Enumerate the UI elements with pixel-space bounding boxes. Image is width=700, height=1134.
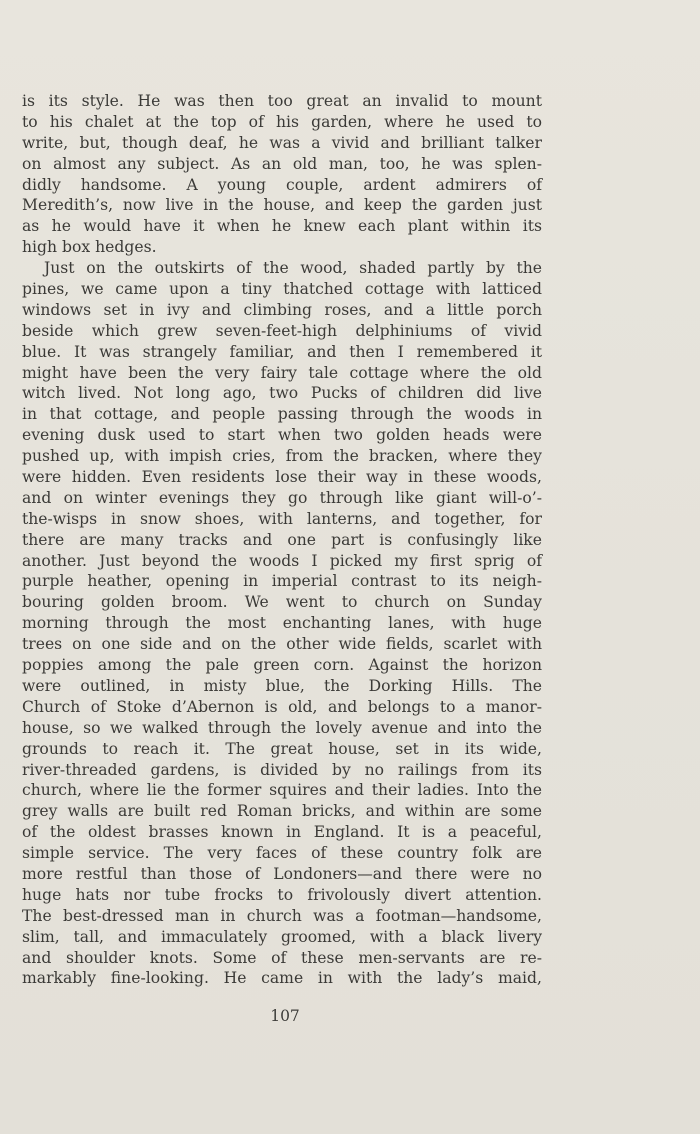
- text-line: morning through the most enchanting lanes, with huge: [22, 614, 542, 633]
- text-line: another. Just beyond the woods I picked my first sprig of: [22, 551, 542, 570]
- text-line: evening dusk used to start when two golden heads were: [22, 426, 542, 445]
- text-line: and shoulder knots. Some of these men-servants are re-: [22, 948, 542, 967]
- text-line: there are many tracks and one part is confusingly like: [22, 530, 542, 549]
- text-line: house, so we walked through the lovely avenue and into the: [22, 718, 542, 737]
- text-line: church, where lie the former squires and their ladies. Into the: [22, 781, 542, 800]
- text-line: poppies among the pale green corn. Against the horizon: [22, 656, 542, 675]
- text-line: on almost any subject. As an old man, too, he was splen-: [22, 154, 542, 173]
- text-line: and on winter evenings they go through like giant will-o’-: [22, 488, 542, 507]
- text-line: grounds to reach it. The great house, set in its wide,: [22, 739, 542, 758]
- text-line: to his chalet at the top of his garden, where he used to: [22, 112, 542, 131]
- paragraph-first-line: Just on the outskirts of the wood, shaded partly by the: [44, 259, 542, 278]
- text-line: were hidden. Even residents lose their way in these woods,: [22, 468, 542, 487]
- text-line: bouring golden broom. We went to church on Sunday: [22, 593, 542, 612]
- text-line: grey walls are built red Roman bricks, and within are some: [22, 802, 542, 821]
- text-line: slim, tall, and immaculately groomed, with a black livery: [22, 927, 542, 946]
- text-line: Meredith’s, now live in the house, and keep the garden just: [22, 196, 542, 215]
- text-line: of the oldest brasses known in England. It is a peaceful,: [22, 823, 542, 842]
- text-line: in that cottage, and people passing through the woods in: [22, 405, 542, 424]
- text-line: more restful than those of Londoners—and there were no: [22, 864, 542, 883]
- text-line: trees on one side and on the other wide fields, scarlet with: [22, 635, 542, 654]
- text-line: simple service. The very faces of these country folk are: [22, 844, 542, 863]
- text-line: purple heather, opening in imperial contrast to its neigh-: [22, 572, 542, 591]
- text-line: might have been the very fairy tale cottage where the old: [22, 363, 542, 382]
- text-line: windows set in ivy and climbing roses, and a little porch: [22, 300, 542, 319]
- text-line: is its style. He was then too great an invalid to mount: [22, 92, 542, 110]
- text-line: the-wisps in snow shoes, with lanterns, and together, for: [22, 509, 542, 528]
- text-line: as he would have it when he knew each plant within its: [22, 217, 542, 236]
- text-line: river-threaded gardens, is divided by no railings from its: [22, 760, 542, 779]
- text-line: didly handsome. A young couple, ardent admirers of: [22, 175, 542, 194]
- text-line: high box hedges.: [22, 238, 157, 257]
- text-line: huge hats nor tube frocks to frivolously divert attention.: [22, 885, 542, 904]
- text-line: markably fine-looking. He came in with the lady’s maid,: [22, 969, 542, 988]
- text-line: Church of Stoke d’Abernon is old, and belongs to a manor-: [22, 697, 542, 716]
- body-text: [22, 91, 542, 989]
- text-line: pines, we came upon a tiny thatched cottage with latticed: [22, 280, 542, 299]
- text-line: witch lived. Not long ago, two Pucks of children did live: [22, 384, 542, 403]
- text-line: blue. It was strangely familiar, and then I remembered it: [22, 342, 542, 361]
- text-line: write, but, though deaf, he was a vivid and brilliant talker: [22, 133, 542, 152]
- page-number: 107: [270, 1007, 300, 1025]
- text-line: The best-dressed man in church was a footman—handsome,: [22, 906, 542, 925]
- text-line: were outlined, in misty blue, the Dorking Hills. The: [22, 676, 542, 695]
- text-line: pushed up, with impish cries, from the bracken, where they: [22, 447, 542, 466]
- text-line: beside which grew seven-feet-high delphiniums of vivid: [22, 321, 542, 340]
